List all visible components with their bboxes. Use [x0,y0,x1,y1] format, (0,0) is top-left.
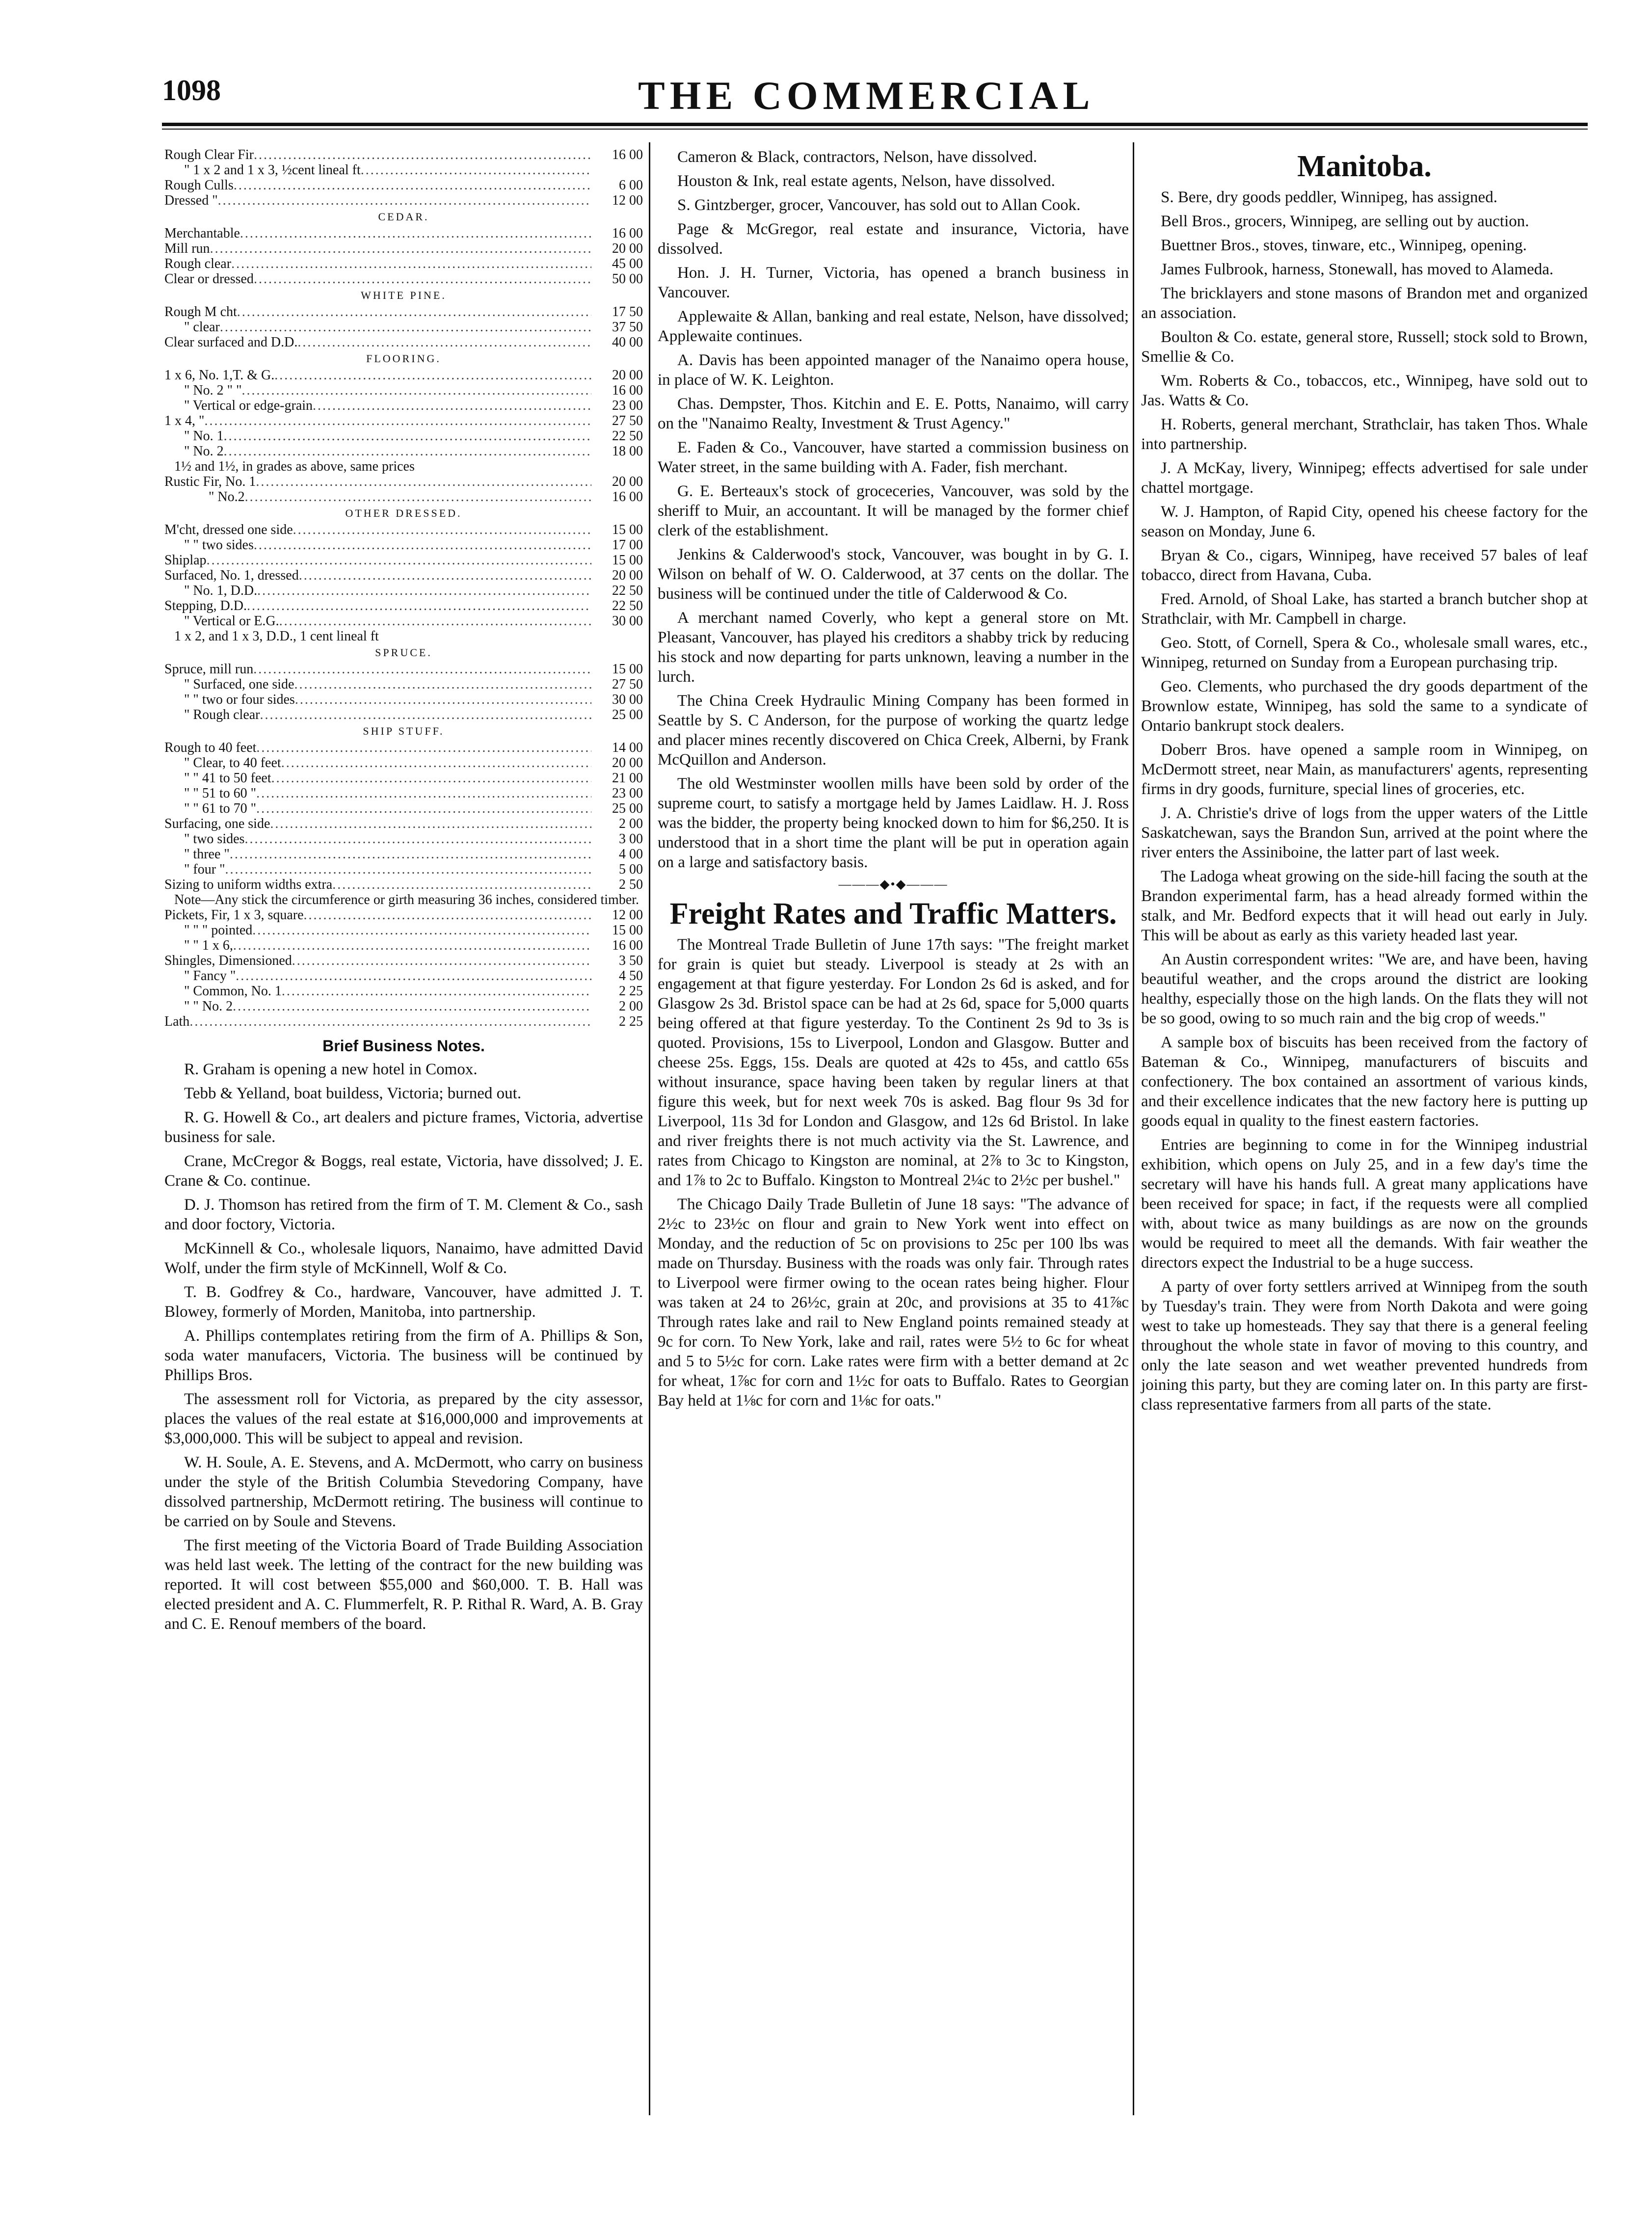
section-divider: ———◆•◆——— [838,877,948,891]
leader-dots [231,256,591,271]
leader-dots [252,923,591,938]
leader-dots [260,707,592,722]
price-list-subheading: SHIP STUFF. [363,725,445,737]
price-item-price: 23 00 [612,786,643,801]
leader-dots [293,522,591,537]
news-paragraph: The China Creek Hydraulic Mining Company has been formed in Seattle by S. C Anderson, for the purpose of working the quartz ledge and placer mines recently discovered on Chica Creek, Alberni, by Frank McQuillon and Anderson. [658,692,1129,769]
price-list-row [164,662,643,677]
news-paragraph: Hon. J. H. Turner, Victoria, has opened a branch business in Vancouver. [658,264,1129,301]
leader-dots [233,938,591,953]
price-item-price: 30 00 [612,692,643,707]
leader-dots [295,692,591,707]
price-list-row [164,923,643,938]
price-list-row [164,553,643,568]
news-paragraph: R. Graham is opening a new hotel in Comox. [184,1061,478,1078]
price-list-row [164,383,643,398]
news-paragraph: The assessment roll for Victoria, as prepared by the city assessor, places the values of the real estate at $16,000,000 and improvements at $3,000,000. This will be subject to appeal and revision. [164,1390,643,1447]
price-item-price: 2 00 [619,999,643,1014]
price-item-name: Clear or dressed [164,271,254,287]
price-item-name: Rough clear [164,256,232,271]
price-list-row [164,771,643,786]
price-item-price: 16 00 [612,938,643,953]
price-list-row [164,801,643,816]
price-list-row [164,178,643,193]
price-item-price: 21 00 [612,771,643,786]
price-item-price: 45 00 [612,256,643,271]
news-paragraph: The old Westminster woollen mills have been sold by order of the supreme court, to satisfy a mortgage held by James Laidlaw. H. J. Ross was the bidder, the property being knocked down to him for $6,250. It is understood that in a short time the plant will be put in operation again on a large and satisfactory basis. [658,775,1129,871]
price-list-row [164,413,643,428]
news-paragraph: Jenkins & Calderwood's stock, Vancouver, was bought in by G. I. Wilson on behalf of W. O. Calderwood, at 37 cents on the dollar. The business will be continued under the title of Calderwood & Co. [658,546,1129,603]
price-item-name: " Common, No. 1 [184,984,282,999]
price-item-price: 25 00 [612,801,643,816]
leader-dots [256,474,591,489]
price-list-row [164,786,643,801]
price-item-name: Rough Clear Fir [164,147,254,162]
manitoba-paragraph: W. J. Hampton, of Rapid City, opened his cheese factory for the season on Monday, June 6. [1141,503,1588,540]
manitoba-paragraph: Geo. Stott, of Cornell, Spera & Co., wholesale small wares, etc., Winnipeg, returned on Sunday from a European purchasing trip. [1141,634,1588,671]
price-list-row [164,740,643,755]
price-item-price: 22 50 [612,598,643,613]
header-rule [162,123,1588,126]
leader-dots [247,598,591,613]
price-item-price: 22 50 [612,583,643,598]
price-list-subheading: FLOORING. [366,352,441,365]
price-list-row [164,568,643,583]
price-item-name: 1 x 4, " [164,413,205,428]
brief-notes-heading: Brief Business Notes. [322,1037,485,1055]
price-list-row [164,598,643,613]
price-item-name: " " No. 2 [184,999,233,1014]
price-item-price: 17 50 [612,304,643,319]
price-item-name: Surfaced, No. 1, dressed [164,568,299,583]
price-item-price: 20 00 [612,241,643,256]
news-paragraph: E. Faden & Co., Vancouver, have started a commission business on Water street, in the same building with A. Fader, fish merchant. [658,439,1129,476]
leader-dots [236,968,591,984]
price-item-name: " three " [184,847,230,862]
news-paragraph: G. E. Berteaux's stock of groceceries, Vancouver, was sold by the sheriff to Muir, an accountant. It will be managed by the former chief clerk of the establishment. [658,482,1129,539]
price-item-name: Mill run [164,241,210,256]
manitoba-paragraph: J. A. Christie's drive of logs from the upper waters of the Little Saskatchewan, says the Brandon Sun, arrived at the point where the river enters the Assiniboine, the latter part of last week. [1141,804,1588,861]
price-item-price: 2 00 [619,816,643,831]
price-item-price: 20 00 [612,568,643,583]
price-list-row [164,677,643,692]
header-rule-thin [162,129,1588,130]
manitoba-heading: Manitoba. [1297,150,1432,183]
manitoba-paragraph: Fred. Arnold, of Shoal Lake, has started a branch butcher shop at Strathclair, with Mr. Campbell in charge. [1141,590,1588,628]
brief-notes-body [164,1060,643,1634]
price-list-row [164,707,643,722]
freight-paragraph: The Chicago Daily Trade Bulletin of June 18 says: "The advance of 2½c to 23½c on flour and grain to New York went into effect on Monday, and the reduction of 5c on provisions to 25c per 100 lbs was made on Thursday. Business with the roads was only fair. Through rates to Liverpool were firmer owing to the ocean rates being higher. Flour was taken at 24 to 26½c, grain at 20c, and provisions at 35 to 41⅞c Through rates lake and rail to New England points remained steady at 9c for corn. To New York, lake and rail, rates were 5½ to 6c for wheat and 5 to 5½c for corn. Lake rates were firm with a better demand at 2c for wheat, 1⅞c for corn and 1½c for oats to Buffalo. Rates to Georgian Bay held at 1⅛c for corn and 1⅛c for oats." [658,1196,1129,1410]
price-item-name: Merchantable [164,226,240,241]
price-list-note: 1½ and 1½, in grades as above, same prices [174,459,415,474]
leader-dots [304,907,591,923]
price-item-name: Shiplap [164,553,207,568]
news-paragraph: T. B. Godfrey & Co., hardware, Vancouver, have admitted J. T. Blowey, formerly of Morden, Manitoba, into partnership. [164,1283,643,1321]
price-list-row [164,398,643,413]
leader-dots [207,553,591,568]
price-item-name: " " 61 to 70 " [184,801,257,816]
news-paragraph: D. J. Thomson has retired from the firm of T. M. Clement & Co., sash and door foctory, Victoria. [164,1196,643,1233]
leader-dots [281,755,591,771]
price-list-row [164,226,643,241]
price-list-row [164,522,643,537]
price-list-row [164,938,643,953]
price-item-name: Shingles, Dimensioned [164,953,292,968]
price-item-price: 15 00 [612,553,643,568]
manitoba-paragraph: Bryan & Co., cigars, Winnipeg, have received 57 bales of leaf tobacco, direct from Havana, Cuba. [1141,547,1588,584]
lumber-price-list [164,147,643,1029]
price-list-row [164,335,643,350]
price-item-price: 12 00 [612,193,643,208]
leader-dots [256,801,591,816]
price-item-price: 2 25 [619,1014,643,1029]
price-list-subheading: OTHER DRESSED. [345,507,462,519]
leader-dots [274,368,591,383]
business-notes-body [658,147,1129,872]
news-paragraph: A. Davis has been appointed manager of the Nanaimo opera house, in place of W. K. Leighton. [658,351,1129,389]
price-item-name: " Surfaced, one side [184,677,294,692]
price-item-name: " Clear, to 40 feet [184,755,281,771]
price-list-row [164,692,643,707]
price-item-name: " No. 2 [184,444,224,459]
leader-dots [225,862,591,877]
leader-dots [256,740,591,755]
price-item-price: 20 00 [612,755,643,771]
column-right [1141,147,1588,1419]
news-paragraph: McKinnell & Co., wholesale liquors, Nanaimo, have admitted David Wolf, under the firm style of McKinnell, Wolf & Co. [164,1240,643,1277]
price-item-price: 40 00 [612,335,643,350]
price-list-note: Note—Any stick the circumference or girth measuring 36 inches, considered timber. [174,892,639,907]
price-list-row [164,428,643,444]
freight-body [658,935,1129,1410]
price-item-name: " two sides [184,831,245,847]
price-list-row [164,256,643,271]
column-left [164,147,643,1638]
leader-dots [253,662,591,677]
leader-dots [233,999,591,1014]
price-item-price [591,162,643,178]
price-item-price: 20 00 [612,474,643,489]
price-list-row [164,489,643,505]
price-item-name: Lath [164,1014,190,1029]
manitoba-paragraph: J. A McKay, livery, Winnipeg; effects advertised for sale under chattel mortgage. [1141,459,1588,497]
leader-dots [244,831,591,847]
manitoba-paragraph: The Ladoga wheat growing on the side-hill facing the south at the Brandon experimental farm, has a head already formed within the stalk, and Mr. Bedford expects that it will head out early in July. This will be about as early as this variety headed last year. [1141,868,1588,944]
price-item-name: 1 x 6, No. 1,T. & G. [164,368,275,383]
price-item-name: Surfacing, one side [164,816,270,831]
price-list-row [164,241,643,256]
column-divider [1133,142,1134,2115]
price-item-price: 15 00 [612,662,643,677]
news-paragraph: Applewaite & Allan, banking and real estate, Nelson, have dissolved; Applewaite continues. [658,308,1129,345]
news-paragraph: Houston & Ink, real estate agents, Nelson, have dissolved. [677,172,1055,190]
price-list-subheading: CEDAR. [378,211,429,223]
leader-dots [299,568,591,583]
price-item-name: " 1 x 2 and 1 x 3, ½cent lineal ft [184,162,361,178]
price-list-row [164,999,643,1014]
price-item-name: M'cht, dressed one side [164,522,293,537]
price-item-price: 6 00 [619,178,643,193]
price-item-name: Rustic Fir, No. 1 [164,474,256,489]
leader-dots [204,413,591,428]
price-item-name: " four " [184,862,225,877]
leader-dots [230,847,591,862]
news-paragraph: The first meeting of the Victoria Board of Trade Building Association was held last week. The letting of the contract for the new building was reported. It will cost between $55,000 and $60,000. T. B. Hall was elected president and A. C. Flummerfelt, R. P. Rithal R. Ward, A. B. Gray and C. E. Renouf members of the board. [164,1537,643,1633]
price-item-name: Sizing to uniform widths extra [164,877,333,892]
manitoba-paragraph: Entries are beginning to come in for the Winnipeg industrial exhibition, which opens on July 25, and in a few day's time the secretary will have his hands full. A great many applications have been received for space; in fact, if the requests were all complied with, about twice as many buildings as are now on the grounds would be required to meet all the demands. With fair weather the directors expect the Industrial to be a huge success. [1141,1136,1588,1272]
price-item-price: 3 00 [619,831,643,847]
price-list-row [164,953,643,968]
leader-dots [224,428,591,444]
leader-dots [218,193,591,208]
price-item-price: 20 00 [612,368,643,383]
price-list-row [164,162,643,178]
price-item-price: 15 00 [612,923,643,938]
leader-dots [271,771,591,786]
price-item-price: 3 50 [619,953,643,968]
price-list-row [164,862,643,877]
news-paragraph: Page & McGregor, real estate and insurance, Victoria, have dissolved. [658,220,1129,258]
leader-dots [237,304,591,319]
price-list-row [164,984,643,999]
news-paragraph: R. G. Howell & Co., art dealers and picture frames, Victoria, advertise business for sale. [164,1109,643,1146]
news-paragraph: W. H. Soule, A. E. Stevens, and A. McDermott, who carry on business under the style of the British Columbia Stevedoring Company, have dissolved partnership, McDermott retiring. The business will continue to be carried on by Soule and Stevens. [164,1454,643,1530]
price-item-price: 30 00 [612,613,643,629]
manitoba-paragraph: A sample box of biscuits has been received from the factory of Bateman & Co., Winnipeg, manufacturers of biscuits and confectionery. The box contained an assortment of various kinds, and their excellence indicates that the new factory here is putting up goods equal in quality to the finest eastern factories. [1141,1034,1588,1130]
price-item-price: 22 50 [612,428,643,444]
price-list-row [164,474,643,489]
column-divider [649,142,650,2115]
price-item-price: 23 00 [612,398,643,413]
price-item-name: " Fancy " [184,968,236,984]
leader-dots [245,489,591,505]
leader-dots [254,147,591,162]
price-item-price: 17 00 [612,537,643,553]
price-list-row [164,147,643,162]
price-list-row [164,368,643,383]
price-list-row [164,755,643,771]
manitoba-paragraph: H. Roberts, general merchant, Strathclair, has taken Thos. Whale into partnership. [1141,416,1588,453]
manitoba-body [1141,187,1588,1414]
leader-dots [361,162,591,178]
price-item-name: " " two sides [184,537,254,553]
news-paragraph: Chas. Dempster, Thos. Kitchin and E. E. Potts, Nanaimo, will carry on the "Nanaimo Realty, Investment & Trust Agency." [658,395,1129,432]
price-item-name: " No. 1 [184,428,224,444]
price-list-row [164,193,643,208]
price-list-row [164,271,643,287]
price-item-name: " Vertical or edge-grain [184,398,313,413]
news-paragraph: A. Phillips contemplates retiring from the firm of A. Phillips & Son, soda water manufacers, Victoria. The business will be continued by Phillips Bros. [164,1327,643,1384]
leader-dots [210,241,591,256]
leader-dots [297,335,591,350]
price-item-price: 18 00 [612,444,643,459]
column-middle [658,147,1129,1415]
price-item-name: Spruce, mill run [164,662,254,677]
price-list-row [164,537,643,553]
price-list-row [164,613,643,629]
price-item-name: " Rough clear [184,707,260,722]
leader-dots [270,816,591,831]
price-item-price: 14 00 [612,740,643,755]
leader-dots [254,271,591,287]
manitoba-paragraph: Wm. Roberts & Co., tobaccos, etc., Winnipeg, have sold out to Jas. Watts & Co. [1141,372,1588,409]
price-item-name: " No. 2 " " [184,383,242,398]
price-list-row [164,877,643,892]
price-item-name: " " two or four sides [184,692,295,707]
price-item-name: " No.2 [209,489,245,505]
leader-dots [313,398,591,413]
news-paragraph: Cameron & Black, contractors, Nelson, have dissolved. [677,148,1038,166]
leader-dots [234,178,591,193]
leader-dots [240,226,591,241]
leader-dots [279,613,591,629]
manitoba-paragraph: Boulton & Co. estate, general store, Russell; stock sold to Brown, Smellie & Co. [1141,328,1588,366]
leader-dots [242,383,591,398]
leader-dots [257,583,591,598]
price-item-name: Rough M cht [164,304,237,319]
price-item-price: 16 00 [612,383,643,398]
price-item-price: 50 00 [612,271,643,287]
leader-dots [292,953,591,968]
price-list-row [164,831,643,847]
price-item-name: Stepping, D.D. [164,598,247,613]
price-item-price: 12 00 [612,907,643,923]
price-item-price: 15 00 [612,522,643,537]
manitoba-paragraph: An Austin correspondent writes: "We are, and have been, having beautiful weather, and the crops around the district are looking healthy, especially those on the high lands. On the flats they will not be so good, owing to so much rain and the big crop of weeds." [1141,951,1588,1027]
news-paragraph: Tebb & Yelland, boat buildess, Victoria; burned out. [184,1085,522,1102]
leader-dots [220,319,591,335]
price-list-row [164,847,643,862]
price-list-row [164,907,643,923]
price-list-note: 1 x 2, and 1 x 3, D.D., 1 cent lineal ft [174,629,379,644]
price-item-name: " " " pointed [184,923,253,938]
freight-heading: Freight Rates and Traffic Matters. [669,897,1117,931]
price-item-price: 4 50 [619,968,643,984]
price-list-subheading: SPRUCE. [375,646,432,659]
manitoba-paragraph: S. Bere, dry goods peddler, Winnipeg, has assigned. [1161,188,1497,206]
news-paragraph: A merchant named Coverly, who kept a general store on Mt. Pleasant, Vancouver, has played his creditors a shabby trick by reducing his stock and now departing for parts unknown, leaving a number in the lurch. [658,609,1129,686]
price-item-price: 16 00 [612,489,643,505]
price-item-price: 2 50 [619,877,643,892]
price-item-price: 16 00 [612,147,643,162]
price-item-name: " Vertical or E.G. [184,613,279,629]
price-item-name: " No. 1, D.D. [184,583,258,598]
news-paragraph: S. Gintzberger, grocer, Vancouver, has sold out to Allan Cook. [677,196,1081,214]
leader-dots [224,444,591,459]
price-list-subheading: WHITE PINE. [361,289,447,301]
price-item-name: " " 51 to 60 " [184,786,257,801]
price-list-row [164,968,643,984]
page-number: 1098 [162,74,221,106]
price-item-name: " " 41 to 50 feet [184,771,271,786]
leader-dots [282,984,591,999]
price-list-row [164,1014,643,1029]
price-item-price: 4 00 [619,847,643,862]
price-item-price: 5 00 [619,862,643,877]
price-item-price: 2 25 [619,984,643,999]
news-paragraph: Crane, McCregor & Boggs, real estate, Victoria, have dissolved; J. E. Crane & Co. continue. [164,1152,643,1190]
price-item-name: Rough to 40 feet [164,740,257,755]
manitoba-paragraph: A party of over forty settlers arrived at Winnipeg from the south by Tuesday's train. They were from North Dakota and were going west to take up homesteads. They say that there is a general feeling throughout the whole state in favor of moving to this country, and only the late season and wet weather prevented hundreds from joining this party, but they are coming later on. In this party are first-class representative farmers from all parts of the state. [1141,1278,1588,1413]
price-list-row [164,444,643,459]
price-item-price: 27 50 [612,677,643,692]
price-item-name: Rough Culls [164,178,234,193]
manitoba-paragraph: Buettner Bros., stoves, tinware, etc., Winnipeg, opening. [1161,237,1527,254]
manitoba-paragraph: Geo. Clements, who purchased the dry goods department of the Brownlow estate, Winnipeg, has sold the same to a syndicate of Ontario bankrupt stock dealers. [1141,678,1588,735]
masthead-title: THE COMMERCIAL [638,73,1095,118]
price-item-name: Pickets, Fir, 1 x 3, square [164,907,304,923]
manitoba-paragraph: Doberr Bros. have opened a sample room in Winnipeg, on McDermott street, near Main, as manufacturers' agents, representing firms in dry goods, furniture, special lines of groceries, etc. [1141,741,1588,798]
freight-paragraph: The Montreal Trade Bulletin of June 17th says: "The freight market for grain is quiet but steady. Liverpool is steady at 2s with an engagement at that figure yesterday. For London 2s 6d is asked, and for Glasgow 2s 3d. Bristol space can be had at 2s 6d, space for 5,000 quarts being offered at that figure yesterday. To the Continent 2s 9d to 3s is quoted. Provisions, 15s to Liverpool, London and Glasgow. Butter and cheese 25s. Eggs, 15s. Deals are quoted at 42s to 45s, and cattlo 65s without insurance, space having been taken by regular liners at that figure this week, but for next week 70s is asked. Bag flour 9s 3d for Liverpool, 11s 3d for London and Glasgow, and 12s 6d Bristol. In lake and river freights there is not much activity via the St. Lawrence, and rates from Chicago to Kingston are nominal, at 2⅞ to 3c to Kingston, and 1⅞ to 2c to Buffalo. Kingston to Montreal 2¼c to 2½c per bushel." [658,936,1129,1189]
price-item-name: " clear [184,319,220,335]
price-list-row [164,319,643,335]
manitoba-paragraph: The bricklayers and stone masons of Brandon met and organized an association. [1141,285,1588,322]
leader-dots [294,677,591,692]
price-item-price: 16 00 [612,226,643,241]
manitoba-paragraph: James Fulbrook, harness, Stonewall, has moved to Alameda. [1161,261,1554,278]
leader-dots [332,877,591,892]
price-list-row [164,583,643,598]
leader-dots [189,1014,591,1029]
price-item-name: Dressed " [164,193,218,208]
price-item-price: 37 50 [612,319,643,335]
price-list-row [164,304,643,319]
leader-dots [254,537,591,553]
price-item-name: " " 1 x 6, [184,938,233,953]
price-item-price: 25 00 [612,707,643,722]
price-list-row [164,816,643,831]
price-item-price: 27 50 [612,413,643,428]
manitoba-paragraph: Bell Bros., grocers, Winnipeg, are selling out by auction. [1161,213,1529,230]
price-item-name: Clear surfaced and D.D. [164,335,298,350]
leader-dots [256,786,591,801]
